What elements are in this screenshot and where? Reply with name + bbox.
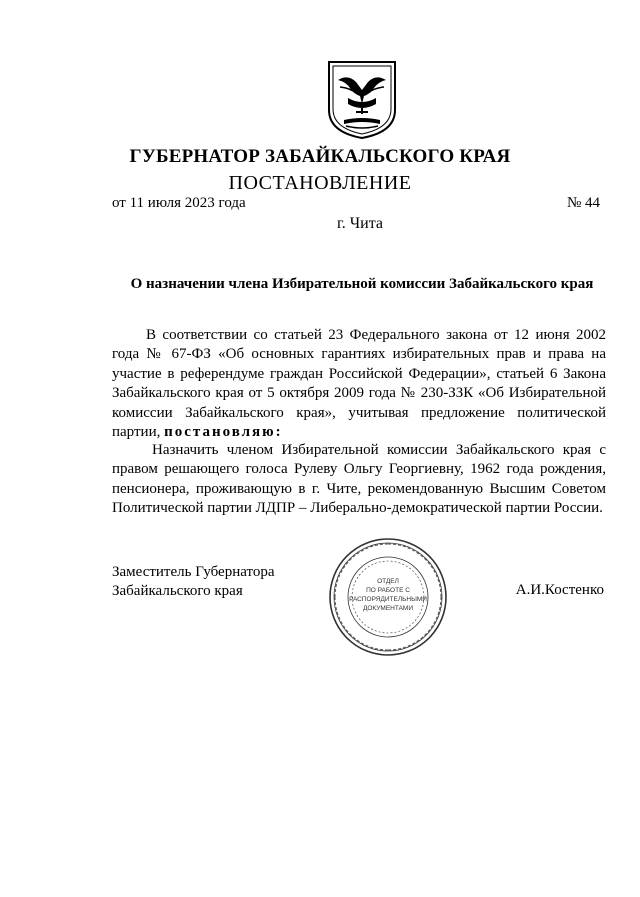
stamp-line-3: РАСПОРЯДИТЕЛЬНЫМИ	[349, 596, 427, 603]
document-city: г. Чита	[336, 215, 383, 232]
preamble-text: В соответствии со статьей 23 Федерального закона от 12 июня 2002 года № 67-ФЗ «Об основных гарантиях избирательных прав и права на участие в референдуме граждан Российской Федерации», статьей 6 Закона Забайкальского края от 5 октября 2009 года № 230-ЗЗК «Об Избирательной комиссии Забайкальского края», учитывая предложение политической партии,	[112, 327, 606, 441]
authority-title: ГУБЕРНАТОР ЗАБАЙКАЛЬСКОГО КРАЯ	[129, 146, 511, 167]
signatory-title	[112, 563, 275, 601]
document-date: от 11 июля 2023 года	[112, 195, 246, 211]
decision-paragraph: Назначить членом Избирательной комиссии Забайкальского края с правом решающего голоса Рулеву Ольгу Георгиевну, 1962 года рождения, пенсионера, проживающую в г. Чите, рекомендованную Высшим Советом Политической партии ЛДПР – Либерально-демократической партии России.	[112, 442, 606, 517]
stamp-line-4: ДОКУМЕНТАМИ	[362, 605, 414, 612]
stamp-line-1: ОТДЕЛ	[377, 578, 399, 585]
resolve-word: постановляю:	[164, 424, 283, 441]
document-type: ПОСТАНОВЛЕНИЕ	[228, 172, 412, 194]
document-number: № 44	[566, 195, 600, 211]
document-subject: О назначении члена Избирательной комиссии Забайкальского края	[130, 276, 594, 292]
coat-of-arms-icon	[326, 60, 398, 140]
preamble-paragraph	[112, 326, 606, 442]
signatory-name: А.И.Костенко	[515, 582, 604, 598]
signatory-title-line1: Заместитель Губернатора	[112, 564, 275, 580]
stamp-line-2: ПО РАБОТЕ С	[366, 587, 410, 594]
signatory-title-line2: Забайкальского края	[112, 583, 243, 599]
official-stamp-icon	[326, 535, 450, 659]
